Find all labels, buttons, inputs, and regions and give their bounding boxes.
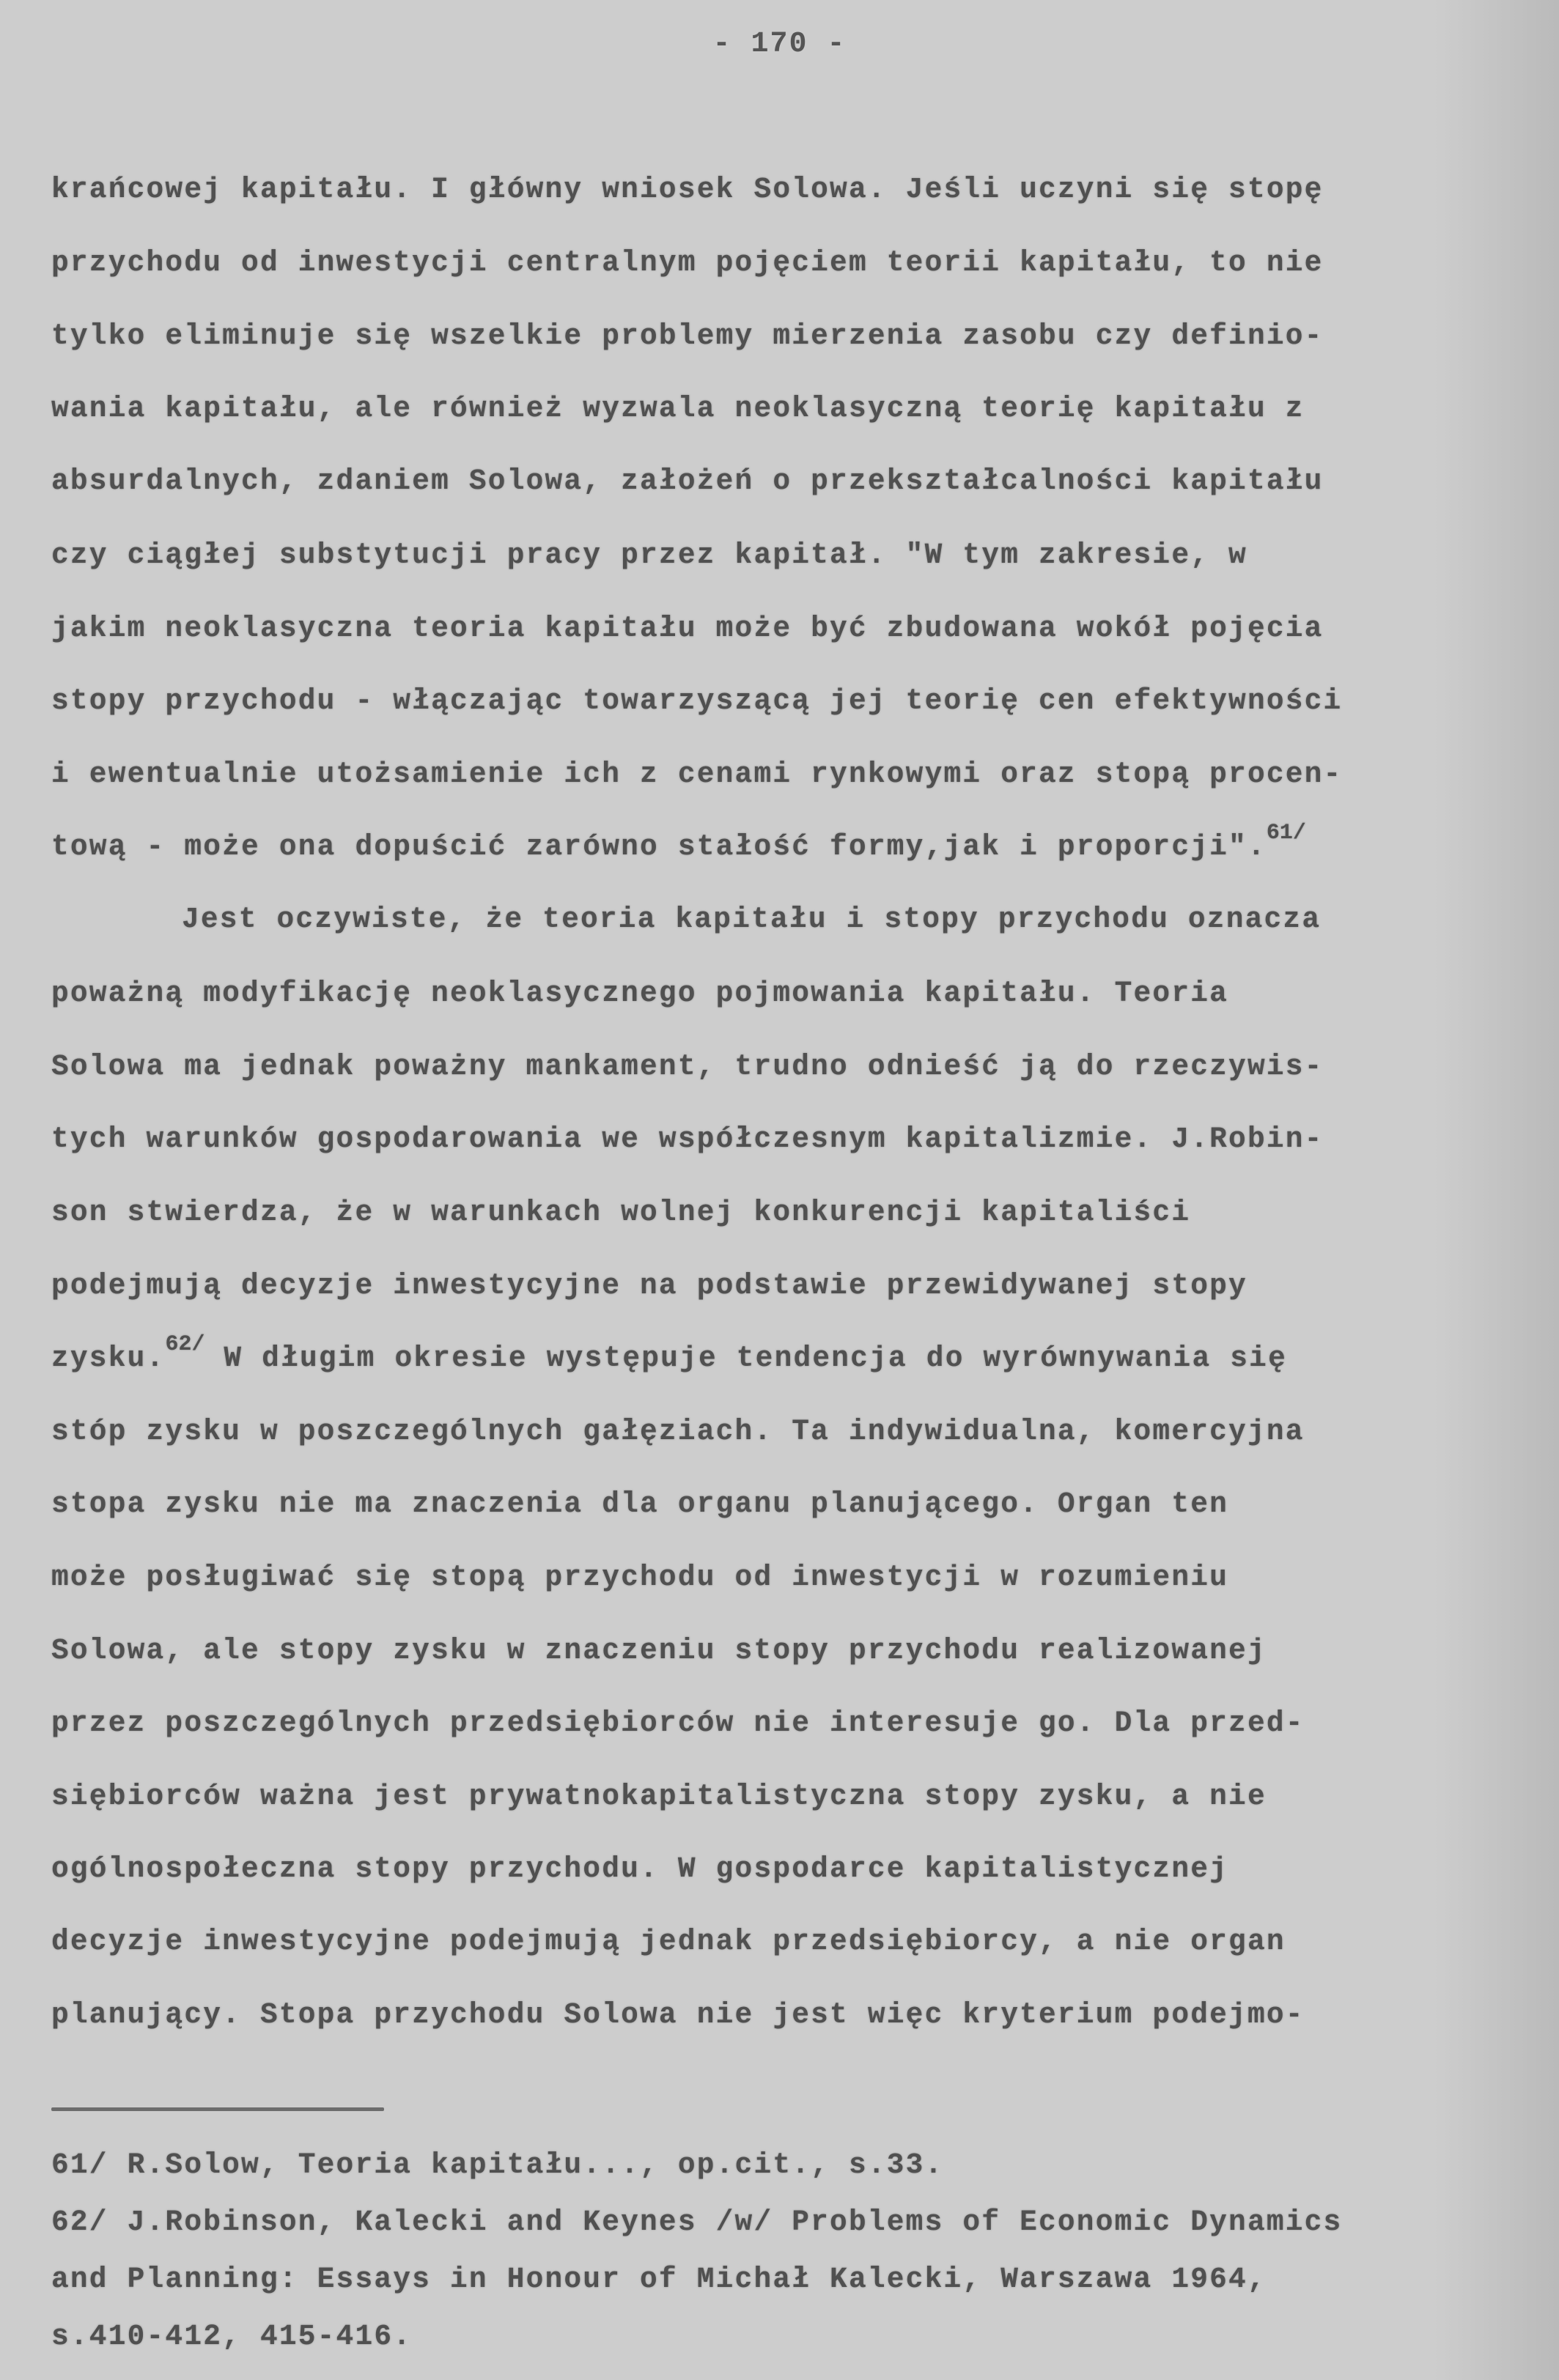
text-line-5: absurdalnych, zdaniem Solowa, założeń o przekształcalności kapitału (51, 465, 1324, 498)
footnote-62-line-1: 62/ J.Robinson, Kalecki and Keynes /w/ Problems of Economic Dynamics (51, 2206, 1343, 2239)
text-line-23: siębiorców ważna jest prywatnokapitalistyczna stopy zysku, a nie (51, 1780, 1267, 1813)
footnote-61: 61/ R.Solow, Teoria kapitału..., op.cit., s.33. (51, 2148, 944, 2181)
footnote-62-line-3: s.410-412, 415-416. (51, 2320, 413, 2353)
text-line-8: stopy przychodu - włączając towarzyszącą jej teorię cen efektywności (51, 684, 1343, 717)
text-line-10 (51, 821, 1306, 863)
text-line-17-start: zysku. (51, 1342, 166, 1375)
text-line-18: stóp zysku w poszczególnych gałęziach. Ta indywidualna, komercyjna (51, 1415, 1305, 1448)
text-line-1: krańcowej kapitału. I główny wniosek Solowa. Jeśli uczyni się stopę (51, 173, 1324, 206)
footnote-62-line-2: and Planning: Essays in Honour of Michał Kalecki, Warszawa 1964, (51, 2263, 1267, 2296)
page-number: - 170 - (712, 28, 847, 61)
text-line-17-rest: W długim okresie występuje tendencja do wyrównywania się (204, 1342, 1287, 1375)
text-line-12: poważną modyfikację neoklasycznego pojmowania kapitału. Teoria (51, 977, 1229, 1010)
text-line-20: może posługiwać się stopą przychodu od inwestycji w rozumieniu (51, 1561, 1229, 1594)
text-line-25: decyzje inwestycyjne podejmują jednak przedsiębiorcy, a nie organ (51, 1925, 1286, 1958)
text-line-3: tylko eliminuje się wszelkie problemy mierzenia zasobu czy definio- (51, 319, 1324, 352)
text-line-7: jakim neoklasyczna teoria kapitału może być zbudowana wokół pojęcia (51, 612, 1324, 645)
text-line-21: Solowa, ale stopy zysku w znaczeniu stopy przychodu realizowanej (51, 1634, 1267, 1667)
footnote-separator (51, 2107, 384, 2111)
text-line-6: czy ciągłej substytucji pracy przez kapitał. "W tym zakresie, w (51, 539, 1247, 572)
footnote-ref-62[interactable]: 62/ (165, 1332, 205, 1357)
text-line-15: son stwierdza, że w warunkach wolnej konkurencji kapitaliści (51, 1196, 1191, 1229)
text-line-14: tych warunków gospodarowania we współczesnym kapitalizmie. J.Robin- (51, 1123, 1324, 1156)
footnote-ref-61[interactable]: 61/ (1266, 821, 1306, 846)
text-line-10-content: tową - może ona dopuścić zarówno stałość formy,jak i proporcji". (51, 830, 1267, 863)
text-line-17 (51, 1332, 1287, 1375)
text-line-2: przychodu od inwestycji centralnym pojęciem teorii kapitału, to nie (51, 246, 1324, 279)
text-line-4: wania kapitału, ale również wyzwala neoklasyczną teorię kapitału z (51, 392, 1305, 425)
text-line-13: Solowa ma jednak poważny mankament, trudno odnieść ją do rzeczywis- (51, 1050, 1324, 1083)
text-line-19: stopa zysku nie ma znaczenia dla organu planującego. Organ ten (51, 1488, 1229, 1520)
text-line-11: Jest oczywiste, że teoria kapitału i stopy przychodu oznacza (182, 903, 1322, 936)
text-line-9: i ewentualnie utożsamienie ich z cenami rynkowymi oraz stopą procen- (51, 758, 1343, 791)
text-line-26: planujący. Stopa przychodu Solowa nie jest więc kryterium podejmo- (51, 1998, 1305, 2031)
text-line-24: ogólnospołeczna stopy przychodu. W gospodarce kapitalistycznej (51, 1852, 1229, 1885)
text-line-16: podejmują decyzje inwestycyjne na podstawie przewidywanej stopy (51, 1269, 1247, 1302)
text-line-22: przez poszczególnych przedsiębiorców nie interesuje go. Dla przed- (51, 1707, 1305, 1740)
